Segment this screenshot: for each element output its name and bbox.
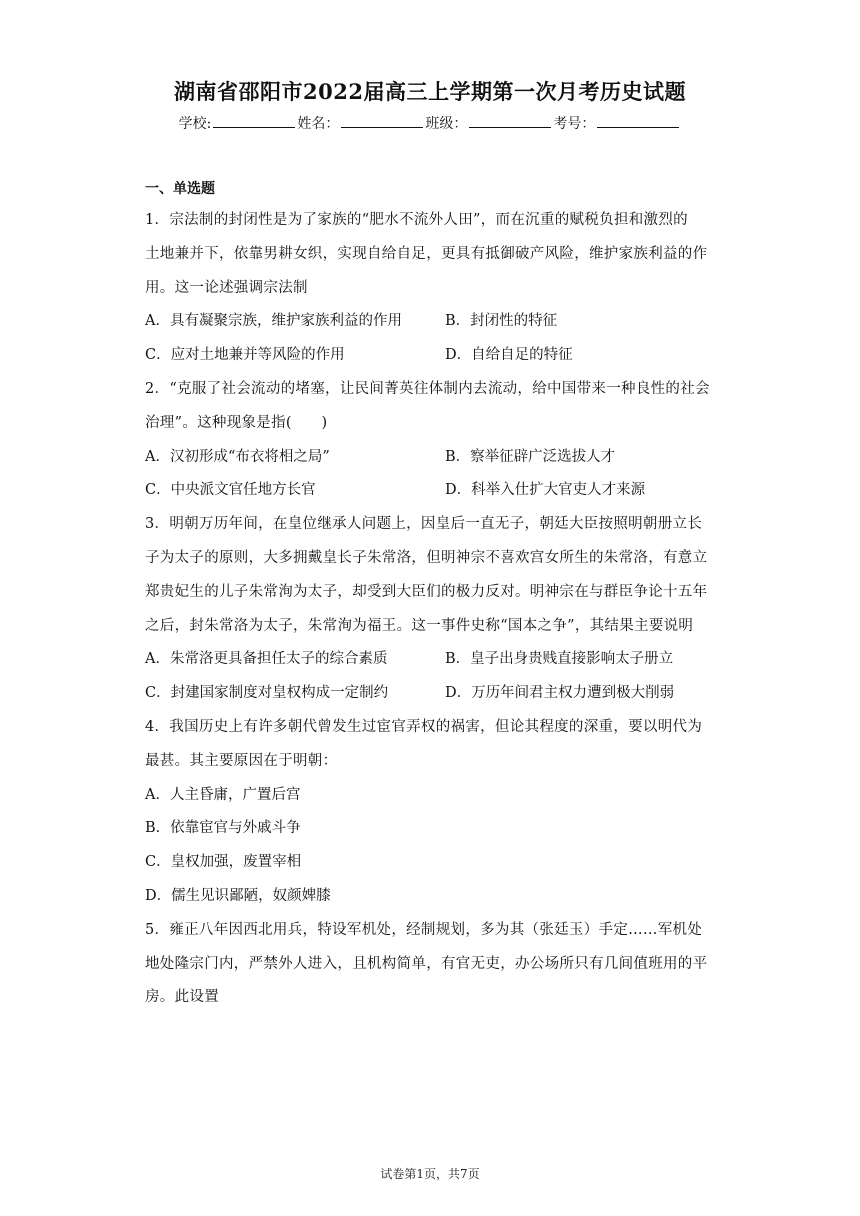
option-d: D．儒生见识鄙陋，奴颜婢膝 bbox=[145, 887, 331, 904]
question-2 bbox=[145, 373, 720, 508]
option-c: C．封建国家制度对皇权构成一定制约 bbox=[145, 685, 389, 702]
question-text-line: 3．明朝万历年间，在皇位继承人问题上，因皇后一直无子，朝廷大臣按照明朝册立长 bbox=[145, 516, 703, 533]
class-label: 班级： bbox=[425, 116, 468, 132]
option-row bbox=[145, 339, 720, 373]
option-row bbox=[145, 643, 720, 677]
option-a: A．朱常洛更具备担任太子的综合素质 bbox=[145, 651, 388, 668]
question-3 bbox=[145, 508, 720, 711]
option-b: B．察举征辟广泛选拔人才 bbox=[445, 448, 616, 465]
page-title: 湖南省邵阳市2022届高三上学期第一次月考历史试题 bbox=[174, 79, 686, 104]
question-text-line: 郑贵妃生的儿子朱常洵为太子，却受到大臣们的极力反对。明神宗在与群臣争论十五年 bbox=[145, 583, 708, 600]
option-c: C．应对土地兼并等风险的作用 bbox=[145, 347, 345, 364]
option-a: A．具有凝聚宗族，维护家族利益的作用 bbox=[145, 313, 402, 330]
option-d: D．万历年间君主权力遭到极大削弱 bbox=[445, 685, 675, 702]
option-a: A．汉初形成“布衣将相之局” bbox=[145, 448, 330, 465]
option-d: D．自给自足的特征 bbox=[445, 347, 573, 364]
question-text-line: 子为太子的原则，大多拥戴皇长子朱常洛，但明神宗不喜欢宫女所生的朱常洛，有意立 bbox=[145, 549, 708, 566]
option-row bbox=[145, 677, 720, 711]
question-text-line: 2．“克服了社会流动的堵塞，让民间菁英往体制内去流动，给中国带来一种良性的社会 bbox=[145, 380, 710, 397]
question-text-line: 土地兼并下，依靠男耕女织，实现自给自足，更具有抵御破产风险，维护家族利益的作 bbox=[145, 245, 708, 262]
name-label: 姓名： bbox=[297, 116, 340, 132]
section-title: 一、单选题 bbox=[145, 181, 215, 197]
question-text-line: 房。此设置 bbox=[145, 989, 219, 1006]
option-b: B．封闭性的特征 bbox=[445, 313, 558, 330]
question-text-line: 治理”。这种现象是指( ) bbox=[145, 414, 328, 431]
question-text-line: 地处隆宗门内，严禁外人进入，且机构简单，有官无吏，办公场所只有几间值班用的平 bbox=[145, 955, 708, 972]
exam-no-blank bbox=[597, 117, 679, 128]
school-blank bbox=[213, 117, 295, 128]
question-text-line: 最甚。其主要原因在于明朝： bbox=[145, 752, 338, 769]
question-4 bbox=[145, 711, 720, 914]
option-row bbox=[145, 474, 720, 508]
question-text-line: 4．我国历史上有许多朝代曾发生过宦官弄权的祸害，但论其程度的深重，要以明代为 bbox=[145, 718, 703, 735]
student-info-line bbox=[0, 113, 860, 133]
option-b: B．依靠宦官与外戚斗争 bbox=[145, 820, 301, 837]
option-d: D．科举入仕扩大官吏人才来源 bbox=[445, 482, 646, 499]
question-5 bbox=[145, 914, 720, 1015]
questions-content bbox=[145, 178, 720, 1015]
question-text-line: 用。这一论述强调宗法制 bbox=[145, 279, 308, 296]
option-b: B．皇子出身贵贱直接影响太子册立 bbox=[445, 651, 674, 668]
question-1 bbox=[145, 204, 720, 373]
option-c: C．皇权加强，废置宰相 bbox=[145, 854, 302, 871]
class-blank bbox=[469, 117, 551, 128]
question-text-line: 之后，封朱常洛为太子，朱常洵为福王。这一事件史称“国本之争”，其结果主要说明 bbox=[145, 617, 694, 634]
question-text-line: 5．雍正八年因西北用兵，特设军机处，经制规划，多为其（张廷玉）手定……军机处 bbox=[145, 921, 703, 938]
question-text-line: 1．宗法制的封闭性是为了家族的“肥水不流外人田”，而在沉重的赋税负担和激烈的 bbox=[145, 212, 688, 228]
exam-no-label: 考号： bbox=[553, 116, 596, 132]
option-row bbox=[145, 441, 720, 475]
option-c: C．中央派文官任地方长官 bbox=[145, 482, 316, 499]
page-footer: 试卷第1页，共7页 bbox=[380, 1167, 480, 1181]
option-a: A．人主昏庸，广置后宫 bbox=[145, 786, 301, 803]
option-row bbox=[145, 305, 720, 339]
name-blank bbox=[341, 117, 423, 128]
school-label: 学校: bbox=[178, 116, 212, 132]
